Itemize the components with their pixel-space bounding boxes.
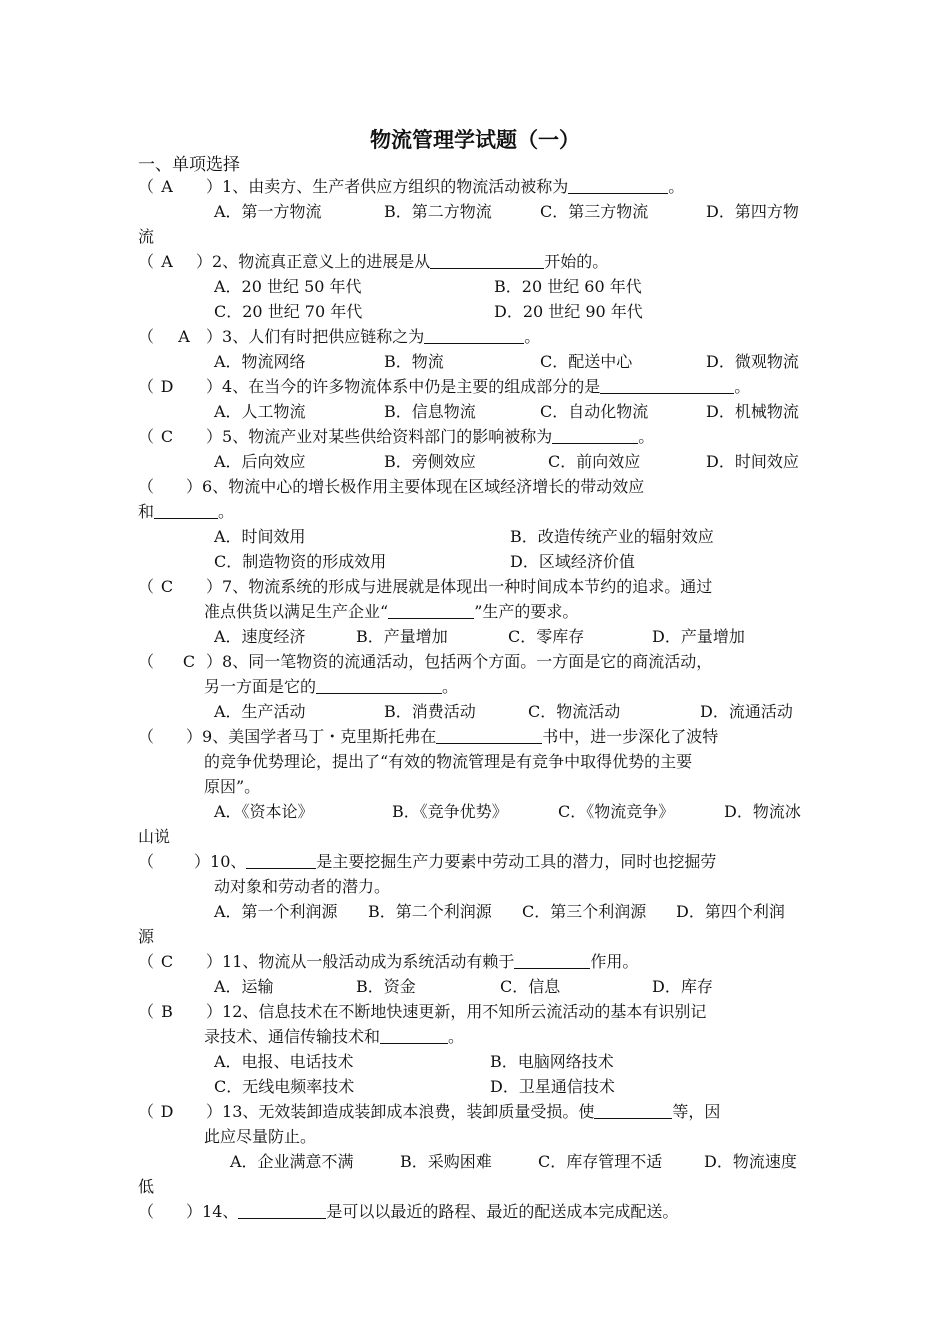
question-11: （ C ）11、物流从一般活动成为系统活动有赖于 作用。 A．运输 B．资金 C．信息 D．库存 (138, 949, 818, 999)
question-4: （ D ）4、在当今的许多物流体系中仍是主要的组成部分的是 。 A．人工物流 B．信息物流 C．自动化物流 D．机械物流 (138, 374, 818, 424)
option-b: B．消费活动 (384, 702, 476, 721)
question-text: 10、 (210, 852, 247, 871)
answer-blank (430, 251, 544, 269)
options (138, 449, 818, 474)
question-text: 6、物流中心的增长极作用主要体现在区域经济增长的带动效应 (202, 477, 645, 496)
answer-bracket (154, 1199, 186, 1224)
answer-blank (380, 1026, 448, 1044)
answer-bracket (154, 724, 186, 749)
question-text: 13、无效装卸造成装卸成本浪费，装卸质量受损。使 (222, 1102, 595, 1121)
question-3: （ A ）3、人们有时把供应链称之为 。 A．物流网络 B．物流 C．配送中心 D．微观物流 (138, 324, 818, 374)
option-d: D．微观物流 (706, 352, 799, 371)
option-c: C．配送中心 (540, 352, 633, 371)
answer-blank (238, 1201, 326, 1219)
option-c: C．物流活动 (528, 702, 621, 721)
question-text: 5、物流产业对某些供给资料部门的影响被称为 (222, 427, 553, 446)
option-a: A．运输 (214, 977, 274, 996)
options (138, 549, 818, 574)
option-d: D．第四个利润 (676, 902, 785, 921)
answer-bracket (154, 249, 196, 274)
answer-letter: C (182, 652, 196, 671)
option-b: B．第二个利润源 (368, 902, 492, 921)
option-wrap: 低 (138, 1177, 155, 1196)
option-a: A．时间效用 (214, 527, 306, 546)
answer-letter: A (178, 327, 190, 346)
question-text: 1、由卖方、生产者供应方组织的物流活动被称为 (222, 177, 569, 196)
question-14: （ ）14、 是可以以最近的路程、最近的配送成本完成配送。 (138, 1199, 818, 1224)
answer-blank (388, 601, 474, 619)
option-d: D．卫星通信技术 (490, 1077, 615, 1096)
question-text: 2、物流真正意义上的进展是从 (212, 252, 431, 271)
option-a: A．人工物流 (214, 402, 306, 421)
question-2: （ A ）2、物流真正意义上的进展是从 开始的。 A．20 世纪 50 年代 B．20 世纪 60 年代 C．20 世纪 70 年代 D．20 世纪 90 年代 (138, 249, 818, 324)
option-c: C．零库存 (508, 627, 585, 646)
answer-bracket (154, 849, 194, 874)
option-wrap: 源 (138, 927, 155, 946)
option-a: A．速度经济 (214, 627, 306, 646)
options (138, 699, 818, 724)
option-a: A．第一个利润源 (214, 902, 338, 921)
answer-blank (552, 426, 638, 444)
option-d: D．流通活动 (700, 702, 793, 721)
question-text: 14、 (202, 1202, 239, 1221)
answer-letter: C (160, 427, 174, 446)
answer-blank (424, 326, 524, 344)
option-b: B．采购困难 (400, 1152, 492, 1171)
option-b: B．信息物流 (384, 402, 476, 421)
option-b: B．物流 (384, 352, 444, 371)
option-d: D．物流冰 (724, 802, 801, 821)
answer-blank (154, 501, 218, 519)
answer-bracket (154, 174, 206, 199)
options (138, 349, 818, 374)
question-13: （ D ）13、无效装卸造成装卸成本浪费，装卸质量受损。使 等，因 此应尽量防止。 A．企业满意不满 B．采购困难 C．库存管理不适 D．物流速度 低 (138, 1099, 818, 1199)
options (138, 524, 818, 549)
question-1: （ A ）1、由卖方、生产者供应方组织的物流活动被称为 。 A．第一方物流 B．第二方物流 C．第三方物流 D．第四方物 流 (138, 174, 818, 249)
option-d: D．第四方物 (706, 202, 799, 221)
question-text: 3、人们有时把供应链称之为 (222, 327, 425, 346)
question-9: （ ）9、美国学者马丁・克里斯托弗在 书中，进一步深化了波特 的竞争优势理论，提出了“有效的物流管理是有竞争中取得优势的主要 原因”。 A．《资本论》 B．《竞争优势》 C．《物流竞争》 D．物流冰 山说 (138, 724, 818, 849)
answer-blank (514, 951, 590, 969)
question-8: （ C ）8、同一笔物资的流通活动，包括两个方面。一方面是它的商流活动， 另一方面是它的 。 A．生产活动 B．消费活动 C．物流活动 D．流通活动 (138, 649, 818, 724)
option-d: D．库存 (652, 977, 713, 996)
option-wrap: 流 (138, 227, 155, 246)
option-c: C．自动化物流 (540, 402, 649, 421)
option-a: A．生产活动 (214, 702, 306, 721)
question-5: （ C ）5、物流产业对某些供给资料部门的影响被称为 。 A．后向效应 B．旁侧效应 C．前向效应 D．时间效应 (138, 424, 818, 474)
answer-bracket (154, 324, 206, 349)
options (138, 274, 818, 299)
options (138, 1074, 818, 1099)
answer-bracket (154, 649, 206, 674)
option-a: A．后向效应 (214, 452, 306, 471)
option-d: D．20 世纪 90 年代 (494, 302, 643, 321)
option-c: C．第三个利润源 (522, 902, 647, 921)
answer-bracket (154, 1099, 206, 1124)
option-d: D．时间效应 (706, 452, 799, 471)
page-title: 物流管理学试题（一） (370, 128, 580, 152)
option-b: B．第二方物流 (384, 202, 492, 221)
answer-letter: D (160, 377, 174, 396)
option-b: B．20 世纪 60 年代 (494, 277, 642, 296)
answer-blank (246, 851, 316, 869)
answer-letter: B (161, 1002, 173, 1021)
option-d: D．机械物流 (706, 402, 799, 421)
options (138, 199, 818, 224)
options (138, 624, 818, 649)
option-b: B．产量增加 (356, 627, 448, 646)
question-12: （ B ）12、信息技术在不断地快速更新，用不知所云流活动的基本有识别记 录技术、通信传输技术和 。 A．电报、电话技术 B．电脑网络技术 C．无线电频率技术 D．卫星通信技术 (138, 999, 818, 1099)
option-a: A．第一方物流 (214, 202, 322, 221)
option-b: B．《竞争优势》 (392, 802, 508, 821)
options (138, 799, 818, 824)
answer-letter: A (161, 252, 173, 271)
option-c: C．第三方物流 (540, 202, 649, 221)
answer-blank (594, 1101, 672, 1119)
option-d: D．物流速度 (704, 1152, 797, 1171)
option-b: B．旁侧效应 (384, 452, 476, 471)
answer-bracket (154, 999, 206, 1024)
option-c: C．信息 (500, 977, 561, 996)
question-text: 7、物流系统的形成与进展就是体现出一种时间成本节约的追求。通过 (222, 577, 713, 596)
option-d: D．区域经济价值 (510, 552, 635, 571)
answer-bracket (154, 424, 206, 449)
option-d: D．产量增加 (652, 627, 745, 646)
option-a: A．《资本论》 (214, 802, 314, 821)
options (138, 299, 818, 324)
option-c: C．库存管理不适 (538, 1152, 663, 1171)
question-list (138, 174, 818, 1224)
option-a: A．电报、电话技术 (214, 1052, 354, 1071)
question-10: （ ）10、 是主要挖掘生产力要素中劳动工具的潜力，同时也挖掘劳 动对象和劳动者的潜力。 A．第一个利润源 B．第二个利润源 C．第三个利润源 D．第四个利润 源 (138, 849, 818, 949)
answer-blank (600, 376, 734, 394)
option-a: A．物流网络 (214, 352, 306, 371)
answer-letter: D (160, 1102, 174, 1121)
option-a: A．20 世纪 50 年代 (214, 277, 362, 296)
options (138, 899, 818, 924)
options (138, 399, 818, 424)
options (138, 974, 818, 999)
options (138, 1049, 818, 1074)
answer-bracket (154, 474, 186, 499)
answer-bracket (154, 374, 206, 399)
option-b: B．电脑网络技术 (490, 1052, 614, 1071)
option-b: B．资金 (356, 977, 416, 996)
options (138, 1149, 818, 1174)
answer-letter: C (160, 577, 174, 596)
answer-letter: C (160, 952, 174, 971)
question-text: 11、物流从一般活动成为系统活动有赖于 (222, 952, 515, 971)
option-c: C．前向效应 (548, 452, 641, 471)
answer-blank (436, 726, 542, 744)
question-7: （ C ）7、物流系统的形成与进展就是体现出一种时间成本节约的追求。通过 准点供货以满足生产企业“ ”生产的要求。 A．速度经济 B．产量增加 C．零库存 D．产量增加 (138, 574, 818, 649)
option-b: B．改造传统产业的辐射效应 (510, 527, 714, 546)
answer-blank (316, 676, 442, 694)
section-heading: 一、单项选择 (138, 155, 240, 175)
option-a: A．企业满意不满 (230, 1152, 354, 1171)
question-text: 9、美国学者马丁・克里斯托弗在 (202, 727, 437, 746)
question-text: 12、信息技术在不断地快速更新，用不知所云流活动的基本有识别记 (222, 1002, 707, 1021)
option-c: C．20 世纪 70 年代 (214, 302, 363, 321)
answer-bracket (154, 574, 206, 599)
option-c: C．制造物资的形成效用 (214, 552, 387, 571)
option-c: C．无线电频率技术 (214, 1077, 355, 1096)
question-6: （ ）6、物流中心的增长极作用主要体现在区域经济增长的带动效应 和 。 A．时间效用 B．改造传统产业的辐射效应 C．制造物资的形成效用 D．区域经济价值 (138, 474, 818, 574)
answer-letter: A (161, 177, 173, 196)
question-text: ） (206, 652, 223, 671)
option-c: C．《物流竞争》 (558, 802, 675, 821)
question-text: 4、在当今的许多物流体系中仍是主要的组成部分的是 (222, 377, 601, 396)
answer-blank (568, 176, 668, 194)
option-wrap: 山说 (138, 827, 171, 846)
answer-bracket (154, 949, 206, 974)
